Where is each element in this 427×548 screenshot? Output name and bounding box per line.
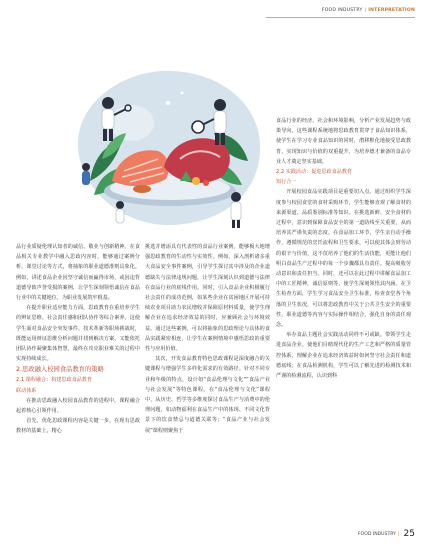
paragraph: 在推动思政融入校园食品教育的进程中，课程融合起着核心引领作用。 [16,397,140,415]
section-heading: 2.思政融入校园食品教育的策略 [16,366,104,374]
header-separator: | [364,8,367,13]
column-2 [145,242,270,436]
paragraph: 在提升职业适应能力方面，思政教育在重培养学生的辨证思维、社会责任感和团队协作等综合素养。这使学生面对食品安全突发事件、技术革新等职场挑战时，既能运用辩证思维分析问题并找到解决方案，又能依托团队协作凝聚集体智慧，最终在攻克职业难关的过程中实现持续成长。 [16,305,140,363]
page-footer [358,529,415,539]
footer-magazine: FOOD INDUSTRY [357,531,396,537]
paragraph: 首先，优化思政课程内容是关键一步。在现有思政教材的基础上，精心 [16,418,140,435]
subsection-heading-continued: 联动体系 [16,387,37,394]
food-safety-illustration [72,63,268,232]
paragraph: 食品行业的经济、社会和环境影响，分析产业发展趋势与政策导向。这些课程系统地将思政教育贯穿于食品知识体系，使学生在学习专业食品知识的同时，潜移默化地接受思政教育，实现知识与价值的双重提升，为培养德才兼备的食品专业人才奠定坚实基础。 [276,118,411,165]
footer-separator: | [397,531,400,537]
paragraph: 其次，开发食品教育特色思政课程是深度融合的关键课程与增强学生多样化需求的有效路径。针对不同专业和年级的特点，设计如“食品伦理与文化”“食品产业与社会发展”等特色课程。在“食品伦理与文化”课程中，从历史、哲学等多维度探讨食品生产与消费中的伦理问题，如动物福利在食品生产中的体现、不同文化背景下的饮食禁忌与道德关联等；“食品产业与社会发展”课程则聚焦于 [145,356,270,434]
paragraph: 品行业质疑伦理认知者的诚信、敬业与创新精神。在食品相关专业教学中融入思政内容时，能够通过案例分析、课堂讨论等方式，将抽象的职业道德准则具象化。例如，讲述食品企业因坚守诚信而赢得市场，或因违背道德导致声誉受损的案例，让学生深刻领悟诚信在食品行业中的关键地位，为职业发展筑牢根基。 [16,244,140,302]
page-number: 25 [403,529,415,539]
column-1 [16,242,140,437]
column-3 [276,116,411,381]
subsection-heading-continued: 知行合一 [276,179,297,186]
header-section: INTERPRETATION [368,8,415,13]
paragraph: 挑选并增添具有代表性的食品行业案例，能够极大地增强思政教育的生动性与实效性。例如，深入剖析诸多重大食品安全事件案例，引导学生探讨其中涉及的企业道德缺失与法律违规问题，让学生深刻认识到道德与法律在食品行业的底线作用。同时，引入食品企业积极履行社会责任的成功范例，如某些企业在贫困地区开展可持续农业项目助力农民增收并保障原材料质量，使学生理解企业在追求经济效益的同时，应兼顾社会与环境效益。通过这些案例，可以将抽象的思政理论与具体的食品实践紧密相连，让学生在案例情境中感悟思政的重要性与应用价值。 [145,244,270,353]
running-header [322,8,415,13]
subsection-heading: 2.2 实践活动：促进思政食品教育 [276,169,352,176]
subsection-heading: 2.1 课程融合：构建思政食品教育 [16,377,92,384]
header-magazine: FOOD INDUSTRY [321,8,363,13]
header-rule [266,17,415,18]
paragraph: 开展校园食品实践项目是重要切入点。通过组织学生深度参与校园食堂的食材采购环节，学生能够直观了解食材的来源渠道、品质鉴别标准等知识。在挑选新鲜、安全食材的过程中，意识到保障食品安全的第一道防线至关重要，从而培养其严谨负责的态度。在食品加工环节，学生亲自动手操作，遵循规范的烹饪流程和卫生要求，可以使其体会到劳动的艰辛与价值，这不仅培养了他们的生活技能，更能让他们明白食品生产过程中的每一个步骤都具有责任。提高吸收劳动意识和责任担当。同时，还可以在此过程中讲解食品加工中的工匠精神，诚信原则等，使学生深刻领悟其内涵。在卫生检查方面，学生学习食品安全卫生标准，检查食堂各个角落的卫生状况，可以将思政教育中关于公共卫生安全的重要性，职业道德等内容与实际操作相结合，强化自身的责任观念。 [276,189,411,329]
paragraph: 举办食品主题社会实践活动同样不可或缺。带领学生走进食品企业，使他们目睹现代化的生产工艺和严格的质量管控体系，理解企业在追求经济效益时如何坚守社会责任和道德底线；在食品检测机构，学生可以了解先进的检测技术和严谨的检测流程，认识到科 [276,332,411,380]
